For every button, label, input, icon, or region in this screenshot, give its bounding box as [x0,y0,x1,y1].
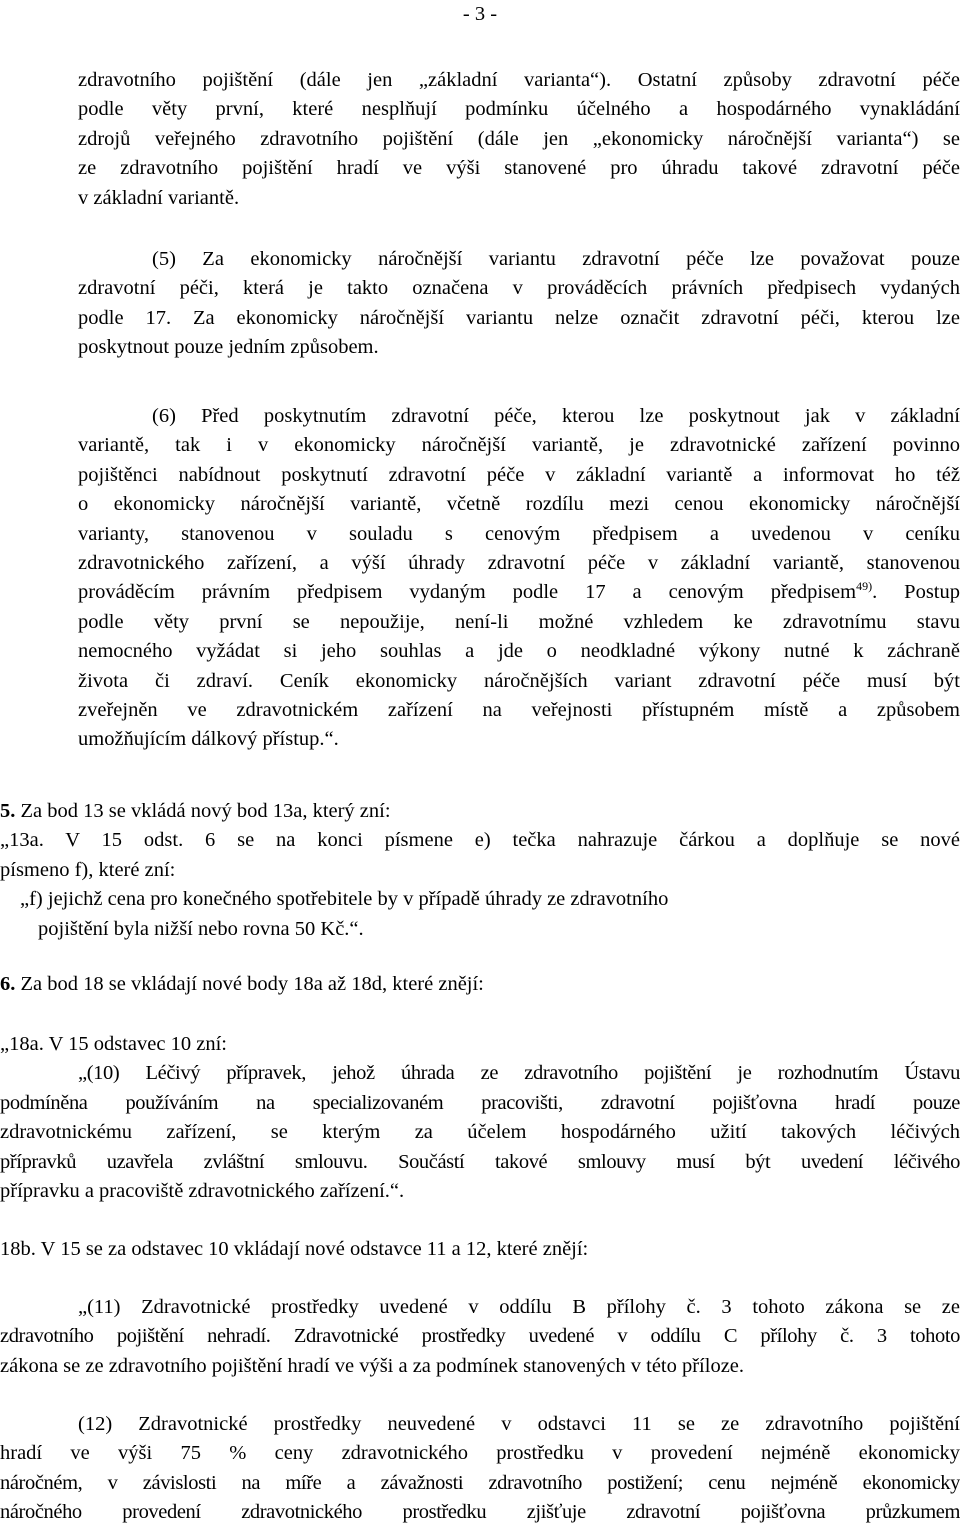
text-line: podle věty první, které nesplňují podmínku účelného a hospodárného vynakládání [78,98,960,121]
text-line: „(11) Zdravotnické prostředky uvedené v oddílu B přílohy č. 3 tohoto zákona se ze [78,1296,960,1318]
text-line: zdravotního pojištění nehradí. Zdravotnické prostředky uvedené v oddílu C přílohy č. 3 tohoto [0,1325,960,1348]
page-number: - 3 - [462,3,498,25]
item-5 [0,797,960,944]
text-line: přípravku a pracoviště zdravotnického zařízení.“. [0,1180,405,1203]
text-line: pojištěnci nabídnout poskytnutí zdravotní péče v základní variantě a informovat ho též [78,463,960,486]
text-segment: . Postup [872,581,960,604]
text-line: zdravotnickému zařízení, se kterým za účelem hospodárného užití takových léčivých [0,1121,960,1144]
text-line: v základní variantě. [78,186,240,209]
paragraph-intro [78,66,960,213]
footnote-reference: 49) [856,579,873,594]
text-line: podmíněna používáním na specializovaném pracovišti, zdravotní pojišťovna hradí pouze [0,1091,960,1114]
text-line: náročného provedení zdravotnického prostředku zjišťuje zdravotní pojišťovna průzkumem [0,1501,960,1524]
item-heading [0,797,960,826]
text-line: zdravotní péči, která je takto označena v prováděcích právních předpisech vydaných [78,277,960,300]
text-line: zdravotního pojištění (dále jen „základní varianta“). Ostatní způsoby zdravotní péče [78,69,960,91]
item-heading-text: Za bod 18 se vkládají nové body 18a až 18d, které znějí: [15,973,484,995]
text-line: „(10) Léčivý přípravek, jehož úhrada ze zdravotního pojištění je rozhodnutím Ústavu [78,1062,960,1085]
quote-line: „f) jejichž cena pro konečného spotřebitele by v případě úhrady ze zdravotního [20,888,669,911]
text-line: přípravků uzavřela zvláštní smlouvu. Součástí takové smlouvy musí být uvedení léčivého [0,1150,960,1173]
item-heading: „18a. V 15 odstavec 10 zní: [0,1033,227,1055]
paragraph-6 [78,402,960,755]
paragraph-5 [78,245,960,363]
text-line: ze zdravotního pojištění hradí ve výši stanovené pro úhradu takové zdravotní péče [78,157,960,180]
paragraph-12 [0,1410,960,1528]
text-line: nemocného vyžádat si jeho souhlas a jde o neodkladné výkony nutné k záchraně [78,640,960,663]
quote-line: pojištění byla nižší nebo rovna 50 Kč.“. [38,917,364,940]
item-18b [0,1235,960,1264]
item-heading [0,970,960,999]
text-line: (6) Před poskytnutím zdravotní péče, kterou lze poskytnout jak v základní [152,405,960,427]
paragraph-11 [0,1293,960,1381]
text-line: písmeno f), které zní: [0,858,176,881]
text-line: (12) Zdravotnické prostředky neuvedené v odstavci 11 se ze zdravotního pojištění [78,1413,960,1435]
text-line: o ekonomicky náročnější variantě, včetně rozdílu mezi cenou ekonomicky náročnější [78,493,960,516]
text-line: poskytnout pouze jedním způsobem. [78,336,379,359]
text-line: náročném, v závislosti na míře a závažnosti zdravotního postižení; cenu nejméně ekonomicky [0,1471,960,1494]
text-line: života či zdraví. Ceník ekonomicky náročnějších variant zdravotní péče musí být [78,669,960,692]
text-line: podle 17. Za ekonomicky náročnější variantu nelze označit zdravotní péči, kterou lze [78,306,960,329]
text-line: (5) Za ekonomicky náročnější variantu zdravotní péče lze považovat pouze [152,248,960,270]
item-heading: 18b. V 15 se za odstavec 10 vkládají nové odstavce 11 a 12, které znějí: [0,1238,589,1260]
item-6 [0,970,960,999]
text-line: varianty, stanovenou v souladu s cenovým předpisem a uvedenou v ceníku [78,522,960,545]
item-number: 6. [0,973,16,995]
text-line: umožňujícím dálkový přístup.“. [78,728,339,751]
item-18a [0,1030,960,1206]
text-line: podle věty první se nepoužije, není-li možné vzhledem ke zdravotnímu stavu [78,610,960,633]
text-line: zdravotnického zařízení, a výší úhrady zdravotní péče v základní variantě, stanovenou [78,552,960,575]
text-line: variantě, tak i v ekonomicky náročnější variantě, je zdravotnické zařízení povinno [78,434,960,457]
text-line: „13a. V 15 odst. 6 se na konci písmene e) tečka nahrazuje čárkou a doplňuje se nové [0,829,960,852]
text-line: zákona se ze zdravotního pojištění hradí ve výši a za podmínek stanovených v této příloze. [0,1354,745,1377]
text-line: zveřejněn ve zdravotnickém zařízení na veřejnosti přístupném místě a způsobem [78,699,960,722]
text-line: hradí ve výši 75 % ceny zdravotnického prostředku v provedení nejméně ekonomicky [0,1442,960,1465]
text-line-footnote [78,578,960,607]
text-segment: prováděcím právním předpisem vydaným podle 17 a cenovým předpisem [78,581,857,604]
text-line: zdrojů veřejného zdravotního pojištění (dále jen „ekonomicky náročnější varianta“) se [78,127,960,150]
item-number: 5. [0,800,16,822]
item-heading-text: Za bod 13 se vkládá nový bod 13a, který zní: [15,800,391,822]
